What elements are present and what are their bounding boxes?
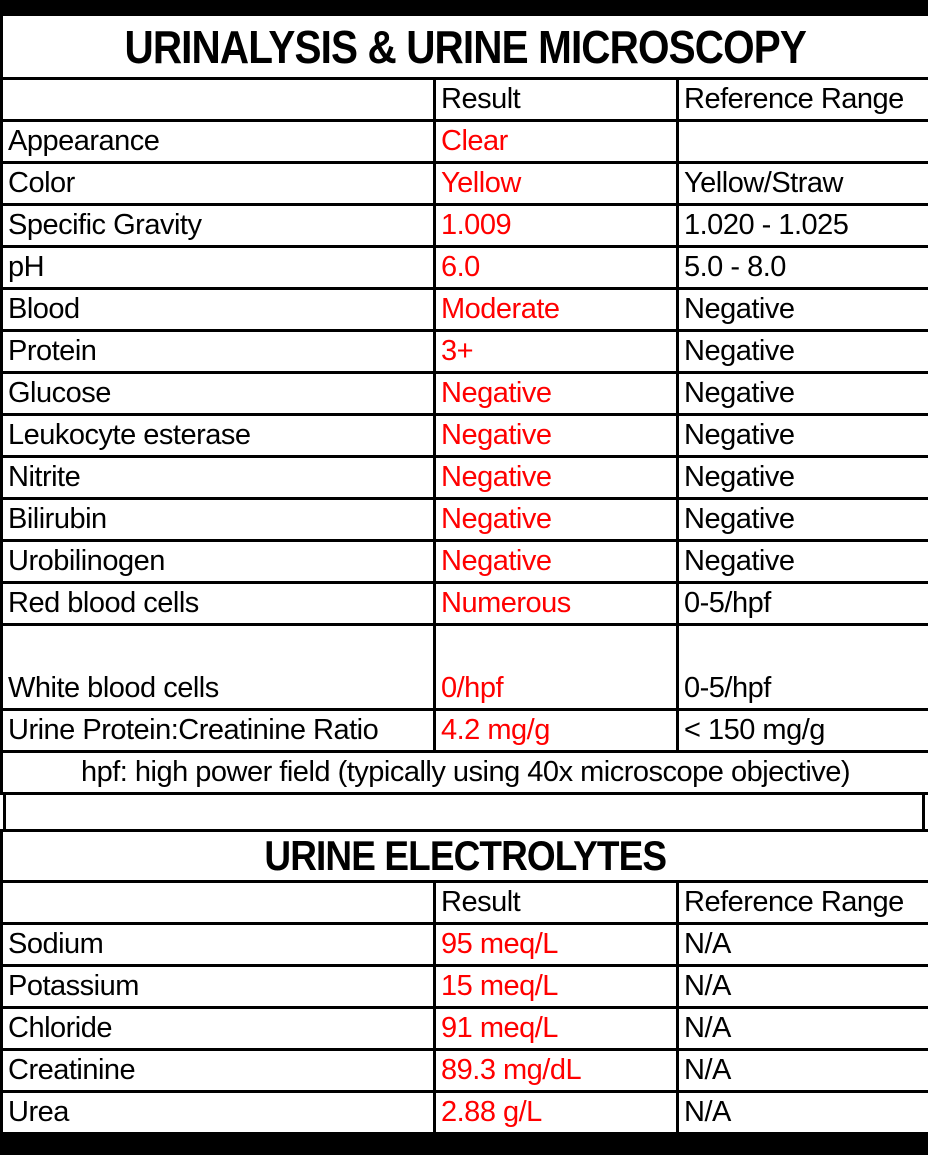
footnote-row <box>2 752 928 794</box>
result-cell: 1.009 <box>435 205 678 247</box>
result-cell: Negative <box>435 499 678 541</box>
table-row-leukocyte-esterase <box>2 415 928 457</box>
result-cell: 6.0 <box>435 247 678 289</box>
table-row-urea <box>2 1092 928 1134</box>
table-row-ph <box>2 247 928 289</box>
reference-cell: Negative <box>678 289 928 331</box>
test-name-cell: Creatinine <box>2 1050 435 1092</box>
test-name-cell: Nitrite <box>2 457 435 499</box>
result-cell: Numerous <box>435 583 678 625</box>
test-column-header <box>2 79 435 121</box>
reference-range-column-header: Reference Range <box>678 882 928 924</box>
table-row-creatinine <box>2 1050 928 1092</box>
test-name-cell: Urine Protein:Creatinine Ratio <box>2 710 435 752</box>
table-row-nitrite <box>2 457 928 499</box>
result-column-header: Result <box>435 79 678 121</box>
test-column-header <box>2 882 435 924</box>
electrolytes-table <box>0 829 928 1135</box>
result-cell: 95 meq/L <box>435 924 678 966</box>
result-cell: Negative <box>435 541 678 583</box>
table-gap <box>3 795 925 829</box>
result-cell: 3+ <box>435 331 678 373</box>
reference-cell: Yellow/Straw <box>678 163 928 205</box>
test-name-cell: Appearance <box>2 121 435 163</box>
result-cell: 0/hpf <box>435 625 678 710</box>
electrolytes-title-row <box>2 831 928 882</box>
urinalysis-title-row <box>2 15 928 79</box>
test-name-cell: Sodium <box>2 924 435 966</box>
table-row-blood <box>2 289 928 331</box>
reference-cell: Negative <box>678 331 928 373</box>
test-name-cell: Chloride <box>2 1008 435 1050</box>
result-cell: 15 meq/L <box>435 966 678 1008</box>
test-name-cell: pH <box>2 247 435 289</box>
test-name-cell: Urobilinogen <box>2 541 435 583</box>
table-row-protein-creatinine-ratio <box>2 710 928 752</box>
test-name-cell: Potassium <box>2 966 435 1008</box>
reference-cell: Negative <box>678 415 928 457</box>
test-name-cell: Color <box>2 163 435 205</box>
table-row-urobilinogen <box>2 541 928 583</box>
test-name-cell: Protein <box>2 331 435 373</box>
test-name-cell: Leukocyte esterase <box>2 415 435 457</box>
bottom-border-bar <box>0 1135 928 1155</box>
table-row-glucose <box>2 373 928 415</box>
table-row-red-blood-cells <box>2 583 928 625</box>
table-row-bilirubin <box>2 499 928 541</box>
table-row-appearance <box>2 121 928 163</box>
reference-range-column-header: Reference Range <box>678 79 928 121</box>
reference-cell: Negative <box>678 457 928 499</box>
reference-cell <box>678 121 928 163</box>
reference-cell: 0-5/hpf <box>678 583 928 625</box>
reference-cell: N/A <box>678 966 928 1008</box>
reference-cell: 5.0 - 8.0 <box>678 247 928 289</box>
test-name-cell: Specific Gravity <box>2 205 435 247</box>
reference-cell: 1.020 - 1.025 <box>678 205 928 247</box>
table-row-sodium <box>2 924 928 966</box>
reference-cell: N/A <box>678 924 928 966</box>
table-row-specific-gravity <box>2 205 928 247</box>
result-cell: 91 meq/L <box>435 1008 678 1050</box>
table-row-chloride <box>2 1008 928 1050</box>
test-name-cell: White blood cells <box>2 625 435 710</box>
reference-cell: < 150 mg/g <box>678 710 928 752</box>
reference-cell: N/A <box>678 1008 928 1050</box>
reference-cell: 0-5/hpf <box>678 625 928 710</box>
result-cell: Negative <box>435 415 678 457</box>
electrolytes-header-row <box>2 882 928 924</box>
result-cell: Yellow <box>435 163 678 205</box>
table-row-white-blood-cells <box>2 625 928 710</box>
reference-cell: Negative <box>678 541 928 583</box>
reference-cell: N/A <box>678 1092 928 1134</box>
urinalysis-title-cell <box>2 15 928 79</box>
table-row-potassium <box>2 966 928 1008</box>
hpf-footnote: hpf: high power field (typically using 40x microscope objective) <box>2 752 928 794</box>
test-name-cell: Blood <box>2 289 435 331</box>
electrolytes-title-cell <box>2 831 928 882</box>
test-name-cell: Bilirubin <box>2 499 435 541</box>
table-row-color <box>2 163 928 205</box>
result-column-header: Result <box>435 882 678 924</box>
reference-cell: N/A <box>678 1050 928 1092</box>
result-cell: Moderate <box>435 289 678 331</box>
reference-cell: Negative <box>678 499 928 541</box>
test-name-cell: Glucose <box>2 373 435 415</box>
urinalysis-table <box>0 13 928 795</box>
result-cell: 89.3 mg/dL <box>435 1050 678 1092</box>
table-row-protein <box>2 331 928 373</box>
reference-cell: Negative <box>678 373 928 415</box>
result-cell: Clear <box>435 121 678 163</box>
result-cell: Negative <box>435 373 678 415</box>
result-cell: 2.88 g/L <box>435 1092 678 1134</box>
urinalysis-header-row <box>2 79 928 121</box>
result-cell: 4.2 mg/g <box>435 710 678 752</box>
test-name-cell: Urea <box>2 1092 435 1134</box>
urinalysis-title: URINALYSIS & URINE MICROSCOPY <box>124 20 807 73</box>
result-cell: Negative <box>435 457 678 499</box>
electrolytes-title: URINE ELECTROLYTES <box>264 832 667 879</box>
top-border-bar <box>0 0 928 13</box>
test-name-cell: Red blood cells <box>2 583 435 625</box>
